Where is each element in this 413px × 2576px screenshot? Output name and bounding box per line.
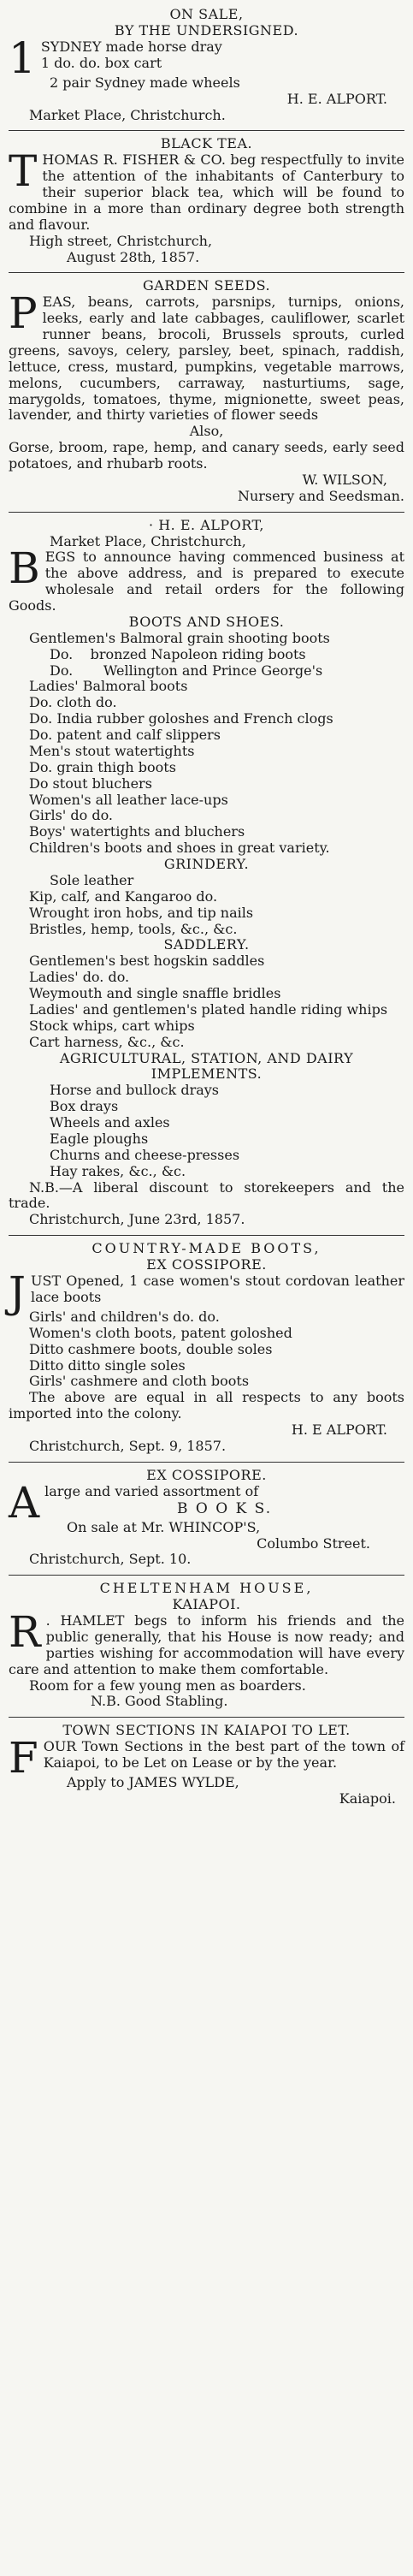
list-item: Weymouth and single snaffle bridles [29,985,281,1001]
ad-date: August 28th, 1857. [67,248,200,265]
list-item: Do. grain thigh boots [29,758,176,775]
ad-subtitle: KAIAPOI. [172,1596,241,1613]
ad-signature: H. E. ALPORT. [286,90,387,107]
list-item: Girls' cashmere and cloth boots [29,1373,250,1390]
ad-title: · H. E. ALPORT, [149,516,264,533]
ad-body: HOMAS R. FISHER & CO. beg respectfully to invite the attention of the inhabitants of Canterbury to their superior black tea, which will be found to combine in a more than ordinary degree both strength and flavour. [9,151,404,233]
section-heading-saddlery: SADDLERY. [163,936,250,953]
list-item: Wrought iron hobs, and tip nails [29,904,254,921]
list-item: Do stout bluchers [29,775,152,792]
divider [9,272,404,273]
ad-on-sale [9,5,404,127]
list-item: Men's stout watertights [29,742,195,759]
ad-body: . HAMLET begs to inform his friends and the public generally, that his House is now ready; and parties wishing for accommodation will have every care and attention to make them comfortable. [9,1612,404,1677]
list-item: Women's cloth boots, patent goloshed [29,1324,292,1341]
ad-title: GARDEN SEEDS. [142,277,271,294]
list-item: Box drays [50,1098,119,1115]
list-item: Do. patent and calf slippers [29,727,221,743]
ad-subtitle: EX COSSIPORE. [146,1256,267,1273]
list-item: Ladies' do. do. [29,969,130,986]
divider [9,130,404,131]
drop-cap: R [9,1607,41,1657]
ad-nb: N.B.—A liberal discount to storekeepers and the trade. [9,1178,404,1212]
list-item: Wheels and axles [50,1114,170,1131]
ad-body-2: The above are equal in all respects to any boots imported into the colony. [9,1389,404,1422]
ad-subtitle: BY THE UNDERSIGNED. [114,21,299,39]
list-item: Bristles, hemp, tools, &c., &c. [29,920,238,937]
list-item: Girls' and children's do. do. [29,1308,220,1325]
ad-line: 1 do. do. box cart [40,54,162,71]
ad-country-made-boots [9,1239,404,1458]
drop-cap: A [9,1477,40,1528]
list-item: Boys' watertights and bluchers [29,823,245,840]
section-heading-grindery: GRINDERY. [163,856,250,872]
ad-also: Also, [189,423,224,440]
ad-address: High street, Christchurch, [29,232,213,249]
ad-alport-goods [9,516,404,1232]
list-item: Stock whips, cart whips [29,1017,195,1034]
list-item: Hay rakes, &c., &c. [50,1162,186,1179]
ad-place: Kaiapoi. [339,1790,396,1807]
ad-body: EGS to announce having commenced business at the above address, and is prepared to execute wholesale and retail orders for the following Goods. [9,549,404,614]
list-item: Ladies' and gentlemen's plated handle riding whips [29,1000,388,1018]
ad-body: EAS, beans, carrots, parsnips, turnips, onions, leeks, early and late cabbages, cauliflower, scarlet runner beans, brocoli, Brussels sprouts, curled greens, savoys, celery, parsley, beet, spinach, raddish, lettuce, cress, mustard, pumpkins, vegetable marrows, melons, cucumbers, carraway, nasturtiums, sage, marygolds, tomatoes, thyme, mignionette, sweet peas, lavender, and thirty varieties of flower seeds [9,294,404,424]
ad-title: COUNTRY-MADE BOOTS, [91,1240,322,1257]
list-item: Gentlemen's best hogskin saddles [29,953,265,970]
ad-title: TOWN SECTIONS IN KAIAPOI TO LET. [62,1722,351,1739]
divider [9,1235,404,1236]
list-item: Ladies' Balmoral boots [29,678,188,695]
drop-cap: F [9,1733,38,1784]
drop-cap: T [9,146,38,197]
ad-title: ON SALE, [169,6,244,22]
list-item: Do. cloth do. [29,694,117,711]
ad-line: Columbo Street. [257,1534,370,1552]
ad-line: 2 pair Sydney made wheels [50,74,240,91]
ad-place: Market Place, Christchurch, [50,532,246,549]
ad-place: Market Place, Christchurch. [29,106,226,123]
divider [9,1575,404,1576]
drop-cap: B [9,543,40,594]
ad-line: SYDNEY made horse dray [40,38,222,55]
drop-cap: 1 [9,33,36,83]
list-item: Do. Wellington and Prince George's [50,662,323,679]
ad-apply: Apply to JAMES WYLDE, [67,1774,239,1791]
ad-line: B O O K S. [176,1499,273,1517]
divider [9,512,404,513]
list-item: Girls' do do. [29,807,113,824]
list-item: Horse and bullock drays [50,1082,220,1099]
ad-garden-seeds [9,276,404,507]
list-item: Ditto ditto single soles [29,1356,186,1374]
ad-body: OUR Town Sections in the best part of the town of Kaiapoi, to be Let on Lease or by the year. [43,1738,404,1771]
list-item: Children's boots and shoes in great variety. [29,840,330,857]
list-item: Gentlemen's Balmoral grain shooting boots [29,629,330,646]
list-item: Eagle ploughs [50,1130,149,1147]
ad-signature-sub: Nursery and Seedsman. [237,487,404,504]
section-heading-implements: IMPLEMENTS. [150,1065,263,1083]
drop-cap: J [9,1267,27,1317]
ad-title: BLACK TEA. [160,135,253,152]
ad-date: Christchurch, June 23rd, 1857. [29,1211,245,1228]
list-item: Kip, calf, and Kangaroo do. [29,887,218,905]
drop-cap: P [9,288,38,339]
list-item: Sole leather [50,871,134,888]
ad-also-body: Gorse, broom, rape, hemp, and canary seeds, early seed potatoes, and rhubarb roots. [9,439,404,472]
ad-title: EX COSSIPORE. [146,1466,267,1483]
list-item: Churns and cheese-presses [50,1146,240,1163]
list-item: Do. India rubber goloshes and French clogs [29,710,333,727]
ad-title: CHELTENHAM HOUSE, [99,1580,314,1597]
ad-cheltenham-house [9,1579,404,1713]
ad-line: Room for a few young men as boarders. [29,1677,306,1694]
divider [9,1462,404,1463]
ad-date: Christchurch, Sept. 10. [29,1551,192,1568]
ad-black-tea [9,134,404,269]
list-item: Do. bronzed Napoleon riding boots [50,645,306,662]
ad-line: On sale at Mr. WHINCOP'S, [67,1518,261,1535]
list-item: Ditto cashmere boots, double soles [29,1340,273,1357]
list-item: Women's all leather lace-ups [29,791,228,808]
divider [9,1717,404,1718]
ad-date: Christchurch, Sept. 9, 1857. [29,1437,227,1454]
ad-line: N.B. Good Stabling. [91,1693,228,1710]
ad-signature: W. WILSON, [302,471,387,488]
ad-town-sections [9,1721,404,1811]
section-heading-boots: BOOTS AND SHOES. [128,613,285,630]
ad-signature: H. E ALPORT. [291,1422,387,1438]
newspaper-column [9,0,404,2576]
list-item: Cart harness, &c., &c. [29,1033,185,1050]
ad-line: large and varied assortment of [44,1482,259,1499]
section-heading-agricultural: AGRICULTURAL, STATION, AND DAIRY [59,1049,354,1066]
ad-books [9,1466,404,1572]
ad-body: UST Opened, 1 case women's stout cordovan leather lace boots [31,1272,404,1305]
